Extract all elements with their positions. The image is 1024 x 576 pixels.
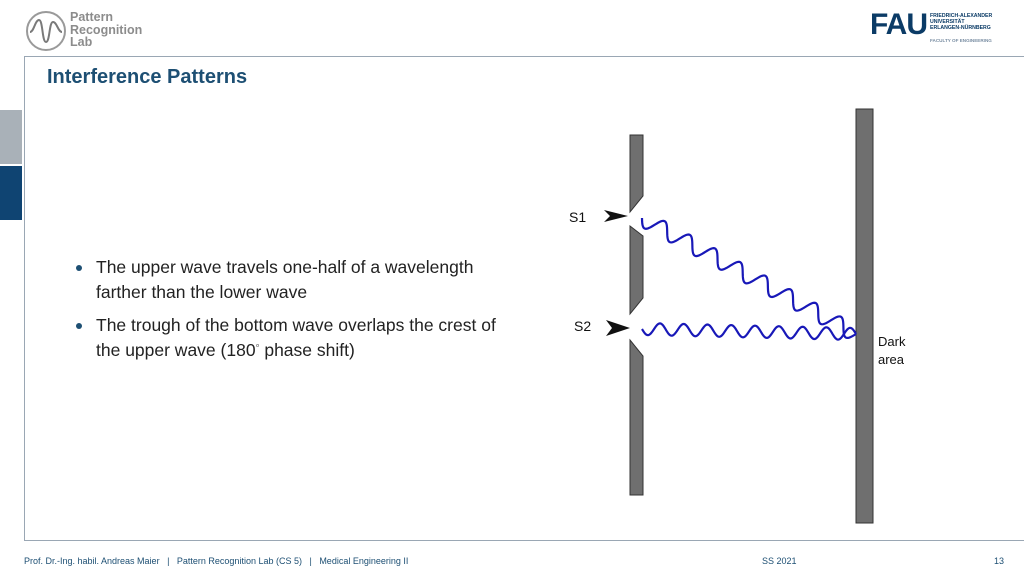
fau-logo (870, 10, 1000, 46)
fau-name-line: FRIEDRICH-ALEXANDER (930, 13, 993, 19)
bullet-text-continued: phase shift) (259, 340, 355, 360)
bullet-item (76, 255, 516, 305)
barrier-left-top (630, 135, 643, 212)
frame-left-line (24, 56, 25, 540)
bullet-text: The trough of the bottom wave overlaps the crest of the upper wave (180 (96, 315, 496, 360)
bullet-item (76, 313, 516, 363)
dark-area-label-line1: Dark (878, 334, 906, 349)
barrier-left-middle (630, 226, 643, 314)
slide-header (0, 0, 1024, 56)
bullet-list (76, 255, 516, 371)
bullet-text: The upper wave travels one-half of a wavelength farther than the lower wave (96, 257, 474, 302)
footer-page-number: 13 (993, 556, 1004, 566)
lab-logo-line: Recognition (70, 22, 143, 37)
lab-logo-line: Lab (70, 35, 93, 49)
barrier-left-bottom (630, 340, 643, 495)
header-divider (24, 56, 1024, 57)
degree-superscript: ◦ (255, 340, 260, 353)
footer-author-info: Prof. Dr.-Ing. habil. Andreas Maier | Pattern Recognition Lab (CS 5) | Medical Engineering II (24, 556, 409, 566)
frame-bottom-line (24, 540, 1024, 541)
pattern-recognition-lab-logo-icon (24, 10, 68, 52)
footer-term: SS 2021 (762, 556, 797, 566)
fau-faculty: FACULTY OF ENGINEERING (930, 38, 992, 43)
side-tab-active (0, 166, 22, 220)
interference-diagram (560, 100, 920, 530)
side-tab-inactive (0, 110, 22, 164)
bullet-dot-icon (76, 323, 82, 329)
fau-name-line: UNIVERSITÄT (930, 19, 965, 25)
dark-area-label-line2: area (878, 352, 905, 367)
lab-logo-text (70, 11, 142, 49)
s2-arrow-icon (606, 320, 630, 336)
screen-barrier (856, 109, 873, 523)
slide-title: Interference Patterns (47, 66, 248, 88)
slide-footer (24, 556, 1004, 570)
lab-logo-line: Pattern (70, 10, 114, 24)
lower-wave (642, 323, 856, 339)
fau-mark: FAU (870, 8, 927, 41)
bullet-dot-icon (76, 265, 82, 271)
fau-university-name (930, 13, 992, 31)
upper-wave (642, 218, 856, 338)
s1-label: S1 (569, 209, 587, 225)
fau-name-line: ERLANGEN-NÜRNBERG (930, 25, 991, 31)
s2-label: S2 (574, 318, 592, 334)
s1-arrow-icon (604, 210, 628, 222)
